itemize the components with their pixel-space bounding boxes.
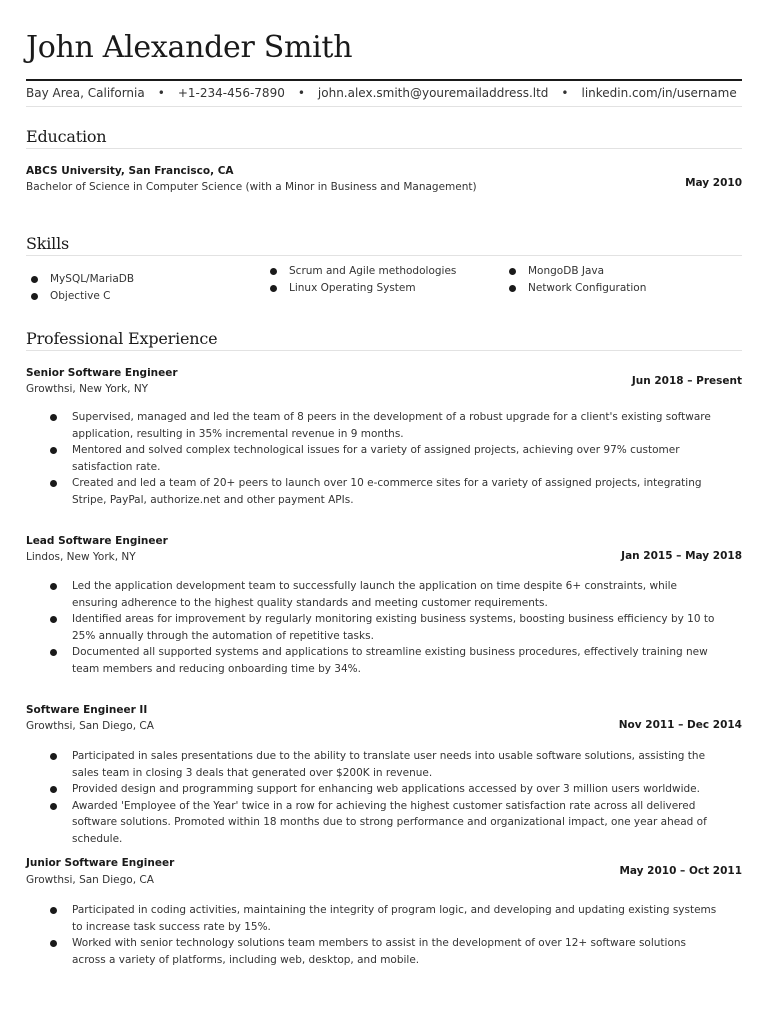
job-bullet: Led the application development team to successfully launch the application on time despite 6+ constraints, while ensuring adherence to the highest quality standards and meeting customer requirements. (26, 578, 722, 611)
job-bullets (26, 748, 742, 847)
contact-phone[interactable]: +1-234-456-7890 (177, 86, 285, 100)
candidate-name: John Alexander Smith (26, 30, 353, 65)
contact-location: Bay Area, California (26, 86, 145, 100)
contact-separator: • (561, 86, 569, 100)
job-company: Growthsi, San Diego, CA (26, 874, 154, 886)
header-divider (26, 79, 742, 81)
section-divider (26, 148, 742, 149)
skill-item: Scrum and Agile methodologies (267, 263, 456, 280)
section-title-experience: Professional Experience (26, 329, 218, 348)
skill-item: MySQL/MariaDB (28, 271, 134, 288)
job-date: Nov 2011 – Dec 2014 (618, 719, 742, 731)
section-title-skills: Skills (26, 234, 70, 253)
job-company: Growthsi, San Diego, CA (26, 720, 154, 732)
skills-column-1 (28, 271, 134, 305)
section-divider (26, 255, 742, 256)
section-divider (26, 350, 742, 351)
job-bullets (26, 409, 742, 508)
job-bullets (26, 902, 742, 968)
contact-email[interactable]: john.alex.smith@youremailaddress.ltd (317, 86, 549, 100)
job-bullet: Awarded 'Employee of the Year' twice in a row for achieving the highest customer satisfaction rate across all delivered software solutions. Promoted within 18 months due to strong performance and organizational impact, one year ahead of schedule. (26, 798, 722, 848)
job-date: Jun 2018 – Present (631, 375, 742, 387)
contact-linkedin[interactable]: linkedin.com/in/username (581, 86, 737, 100)
skill-item: Linux Operating System (267, 280, 456, 297)
job-bullet: Participated in coding activities, maintaining the integrity of program logic, and developing and updating existing systems to increase task success rate by 15%. (26, 902, 722, 935)
job-role: Software Engineer II (26, 704, 148, 716)
job-bullet: Created and led a team of 20+ peers to launch over 10 e-commerce sites for a variety of assigned projects, integrating Stripe, PayPal, authorize.net and other payment APIs. (26, 475, 722, 508)
job-bullets (26, 578, 742, 677)
job-bullet: Mentored and solved complex technological issues for a variety of assigned projects, achieving over 97% customer satisfaction rate. (26, 442, 722, 475)
contact-separator: • (157, 86, 165, 100)
job-bullet: Supervised, managed and led the team of 8 peers in the development of a robust upgrade for a client's existing software application, resulting in 35% incremental revenue in 9 months. (26, 409, 722, 442)
contact-divider (26, 106, 742, 107)
job-role: Junior Software Engineer (26, 857, 175, 869)
job-bullet: Documented all supported systems and applications to streamline existing business procedures, effectively training new team members and reducing onboarding time by 34%. (26, 644, 722, 677)
skills-column-3 (506, 263, 646, 297)
section-title-education: Education (26, 127, 107, 146)
education-school: ABCS University, San Francisco, CA (26, 165, 234, 177)
job-bullet: Worked with senior technology solutions team members to assist in the development of over 12+ software solutions across a variety of platforms, including web, desktop, and mobile. (26, 935, 722, 968)
job-bullet: Provided design and programming support for enhancing web applications accessed by over 3 million users worldwide. (26, 781, 722, 798)
job-role: Senior Software Engineer (26, 367, 178, 379)
job-company: Lindos, New York, NY (26, 551, 136, 563)
job-company: Growthsi, New York, NY (26, 383, 149, 395)
job-date: Jan 2015 – May 2018 (621, 550, 742, 562)
contact-line (26, 86, 742, 100)
job-bullet: Participated in sales presentations due to the ability to translate user needs into usable software solutions, assisting the sales team in closing 3 deals that generated over $200K in revenue. (26, 748, 722, 781)
skills-column-2 (267, 263, 456, 297)
job-bullet: Identified areas for improvement by regularly monitoring existing business systems, boosting business efficiency by 10 to 25% annually through the automation of repetitive tasks. (26, 611, 722, 644)
skill-item: MongoDB Java (506, 263, 646, 280)
education-date: May 2010 (685, 177, 742, 189)
education-degree: Bachelor of Science in Computer Science (with a Minor in Business and Management) (26, 181, 477, 193)
skill-item: Objective C (28, 288, 134, 305)
contact-separator: • (297, 86, 305, 100)
job-date: May 2010 – Oct 2011 (619, 865, 742, 877)
job-role: Lead Software Engineer (26, 535, 168, 547)
skill-item: Network Configuration (506, 280, 646, 297)
